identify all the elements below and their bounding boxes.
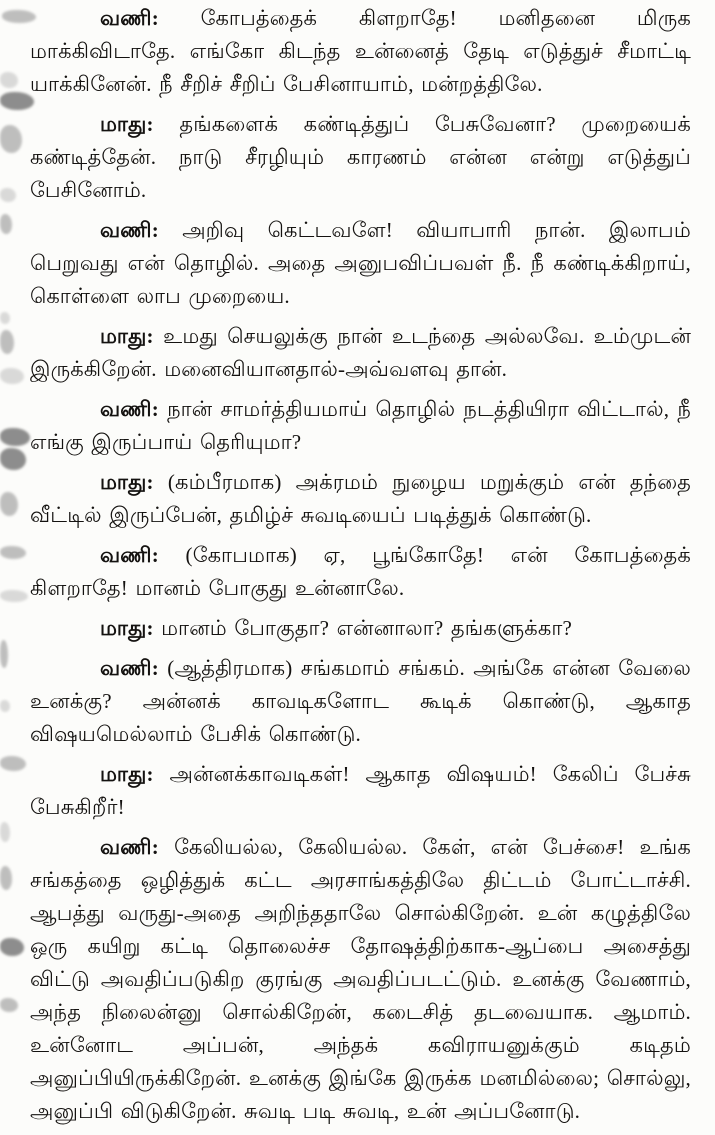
dialogue-line: மானம் போகுதா? என்னாலா? தங்களுக்கா? xyxy=(161,616,573,640)
dialogue-line: நான் சாமர்த்தியமாய் தொழில் நடத்தியிரா விட்டால், நீ எங்கு இருப்பாய் தெரியுமா? xyxy=(30,397,691,454)
scan-smudge xyxy=(0,330,14,354)
dialogue-paragraph xyxy=(30,393,691,459)
scan-smudge xyxy=(0,92,34,110)
scan-smudge xyxy=(0,546,26,559)
speaker-name: வணி: xyxy=(100,656,159,680)
dialogue-paragraph xyxy=(30,320,691,386)
scan-smudge xyxy=(0,188,16,202)
scan-smudge xyxy=(0,125,22,153)
dialogue-paragraph xyxy=(30,539,691,605)
scan-smudge xyxy=(0,822,10,842)
speaker-name: மாது: xyxy=(100,616,154,640)
speaker-name: மாது: xyxy=(100,470,154,494)
scan-smudge xyxy=(0,448,26,470)
speaker-name: வணி: xyxy=(100,835,159,859)
speaker-name: மாது: xyxy=(100,324,154,348)
scan-smudge xyxy=(0,998,18,1012)
speaker-name: வணி: xyxy=(100,397,159,421)
dialogue-text-block xyxy=(30,2,691,1135)
dialogue-line: (கோபமாக) ஏ, பூங்கோதே! என் கோபத்தைக் கிளறாதே! மானம் போகுது உன்னாலே. xyxy=(30,543,692,600)
scan-smudge xyxy=(0,938,24,956)
dialogue-paragraph xyxy=(30,758,691,824)
dialogue-line: அன்னக்காவடிகள்! ஆகாத விஷயம்! கேலிப் பேச்சு பேசுகிறீர்! xyxy=(30,762,692,819)
scan-smudge xyxy=(0,312,10,324)
scan-smudge xyxy=(0,756,26,771)
dialogue-line: கேலியல்ல, கேலியல்ல. கேள், என் பேச்சை! உங்க சங்கத்தை ஒழித்துக் கட்ட அரசாங்கத்திலே திட்டம் போட்டாச்சி. ஆபத்து வருது-அதை அறிந்ததாலே சொல்கிறேன். உன் கழுத்திலே ஒரு கயிறு கட்டி தொலைச்ச தோஷத்திற்காக-ஆப்பை அசைத்து விட்டு அவதிப்படுகிற குரங்கு அவதிப்படட்டும். உனக்கு வேணாம், அந்த நிலைன்னு சொல்கிறேன், கடைசித் தடவையாக. ஆமாம். உன்னோட அப்பன், அந்தக் கவிராயனுக்கும் கடிதம் அனுப்பியிருக்கிறேன். உனக்கு இங்கே இருக்க மனமில்லை; சொல்லு, அனுப்பி விடுகிறேன். சுவடி படி சுவடி, உன் அப்பனோடு. xyxy=(30,835,691,1123)
dialogue-line: அறிவு கெட்டவளே! வியாபாரி நான். இலாபம் பெறுவது என் தொழில். அதை அனுபவிப்பவள் நீ. நீ கண்டிக்கிறாய், கொள்ளை லாப முறையை. xyxy=(30,218,691,308)
dialogue-paragraph xyxy=(30,831,691,1128)
scan-smudge xyxy=(0,214,12,234)
speaker-name: வணி: xyxy=(100,6,159,30)
dialogue-paragraph xyxy=(30,466,691,532)
scan-smudge xyxy=(0,72,18,88)
dialogue-line: (ஆத்திரமாக) சங்கமாம் சங்கம். அங்கே என்ன வேலை உனக்கு? அன்னக் காவடிகளோட கூடிக் கொண்டு, ஆகாத விஷயமெல்லாம் பேசிக் கொண்டு. xyxy=(30,656,691,746)
dialogue-paragraph xyxy=(30,2,691,101)
scan-smudge xyxy=(0,368,24,384)
dialogue-line: கோபத்தைக் கிளறாதே! மனிதனை மிருக மாக்கிவிடாதே. எங்கோ கிடந்த உன்னைத் தேடி எடுத்துச் சீமாட்டி யாக்கினேன். நீ சீறிச் சீறிப் பேசினாயாம், மன்றத்திலே. xyxy=(30,6,691,96)
scan-smudge xyxy=(0,866,12,890)
speaker-name: மாது: xyxy=(100,762,154,786)
scan-smudge xyxy=(0,640,8,668)
dialogue-paragraph xyxy=(30,612,691,645)
dialogue-line: (கம்பீரமாக) அக்ரமம் நுழைய மறுக்கும் என் தந்தை வீட்டில் இருப்பேன், தமிழ்ச் சுவடியைப் படித்துக் கொண்டு. xyxy=(30,470,691,527)
speaker-name: மாது: xyxy=(100,112,154,136)
dialogue-line: உமது செயலுக்கு நான் உடந்தை அல்லவே. உம்முடன் இருக்கிறேன். மனைவியானதால்-அவ்வளவு தான். xyxy=(30,324,692,381)
speaker-name: வணி: xyxy=(100,218,159,242)
dialogue-line: தங்களைக் கண்டித்துப் பேசுவேனா? முறையைக் கண்டித்தேன். நாடு சீரழியும் காரணம் என்ன என்று எடுத்துப் பேசினோம். xyxy=(30,112,691,202)
scan-smudge xyxy=(0,590,28,602)
dialogue-paragraph xyxy=(30,108,691,207)
scan-smudge xyxy=(0,492,18,516)
speaker-name: வணி: xyxy=(100,543,159,567)
dialogue-paragraph xyxy=(30,214,691,313)
dialogue-paragraph xyxy=(30,652,691,751)
scan-smudge xyxy=(0,428,30,446)
scan-smudge xyxy=(0,700,10,712)
